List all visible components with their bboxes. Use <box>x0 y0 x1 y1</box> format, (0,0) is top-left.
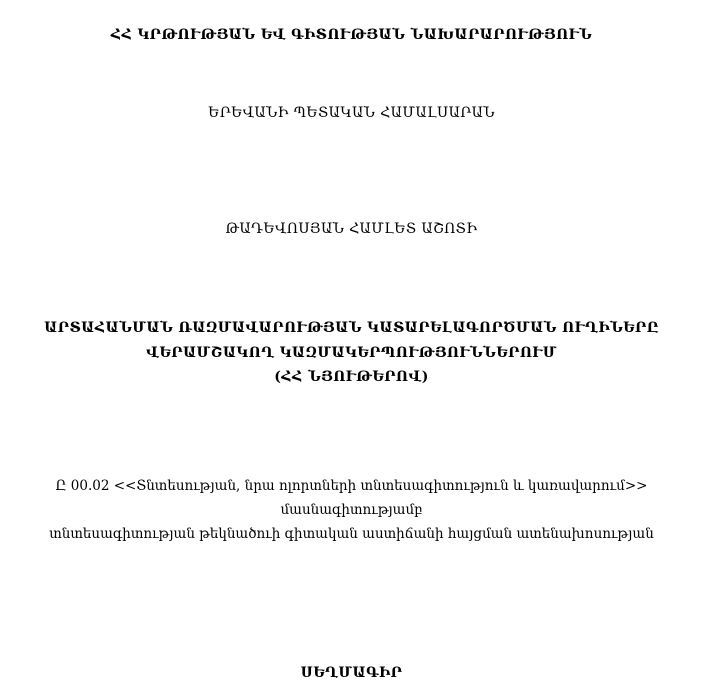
ministry-heading: ՀՀ ԿՐԹՈՒԹՅԱՆ ԵՎ ԳԻՏՈՒԹՅԱՆ ՆԱԽԱՐԱՐՈՒԹՅՈՒՆ <box>110 27 593 43</box>
specialty-line-3: տնտեսագիտության թեկնածուի գիտական աստիճանի հայցման ատենախոսության <box>49 526 654 542</box>
specialty-line-1: Ը 00.02 <<Տնտեսության, նրա ոլորտների տնտեսագիտություն և կառավարում>> <box>55 478 648 494</box>
thesis-title-line-1: ԱՐՏԱՀԱՆՄԱՆ ՌԱԶՄԱՎԱՐՈՒԹՅԱՆ ԿԱՏԱՐԵԼԱԳՈՐԾՄԱՆ ՈՒՂԻՆԵՐԸ <box>44 320 659 336</box>
university-name: ԵՐԵՎԱՆԻ ՊԵՏԱԿԱՆ ՀԱՄԱԼՍԱՐԱՆ <box>208 105 495 121</box>
thesis-title-line-2: ՎԵՐԱՄՇԱԿՈՂ ԿԱԶՄԱԿԵՐՊՈՒԹՅՈՒՆՆԵՐՈՒՄ <box>146 345 557 361</box>
thesis-title-line-3: (ՀՀ ՆՅՈՒԹԵՐՈՎ) <box>274 369 429 385</box>
specialty-line-2: մասնագիտությամբ <box>280 502 423 518</box>
author-name: ԹԱԴԵՎՈՍՅԱՆ ՀԱՄԼԵՏ ԱՇՈՏԻ <box>225 221 478 237</box>
document-type: ՍԵՂՄԱԳԻՐ <box>300 665 403 681</box>
